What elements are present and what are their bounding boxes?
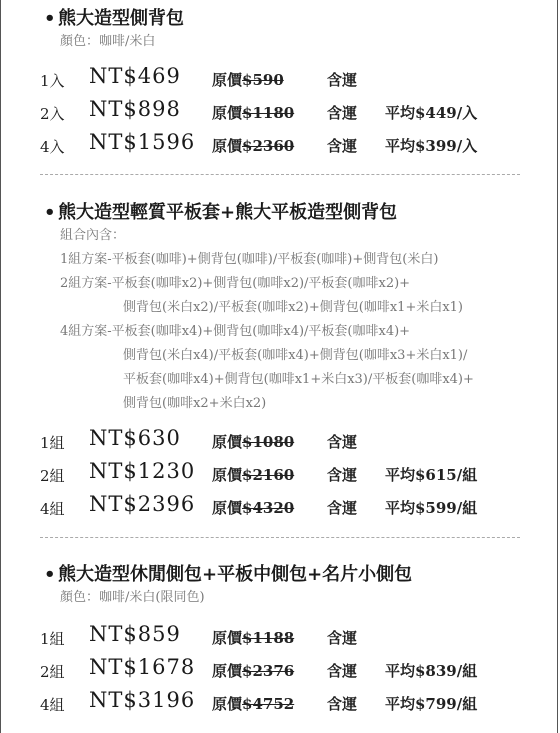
row-price: NT$859 bbox=[89, 622, 181, 646]
row-quantity: 4組 bbox=[40, 696, 65, 714]
orig-value: $590 bbox=[242, 71, 284, 89]
row-average: 平均$399/入 bbox=[385, 137, 478, 155]
section1-title bbox=[44, 4, 184, 30]
section3-title bbox=[44, 560, 412, 586]
row-shipping: 含運 bbox=[327, 629, 358, 647]
row-original-price bbox=[212, 102, 294, 123]
price-row bbox=[0, 655, 560, 681]
orig-value: $1080 bbox=[242, 433, 295, 451]
row-original-price bbox=[212, 69, 284, 90]
orig-label: 原價 bbox=[212, 695, 243, 713]
bullet: • bbox=[44, 8, 56, 29]
row-price: NT$2396 bbox=[89, 492, 196, 516]
price-row bbox=[0, 130, 560, 156]
row-original-price bbox=[212, 431, 294, 452]
orig-value: $2160 bbox=[242, 466, 295, 484]
orig-label: 原價 bbox=[212, 71, 243, 89]
plan-line: 2組方案-平板套(咖啡x2)+側背包(咖啡x2)/平板套(咖啡x2)+ bbox=[60, 276, 411, 291]
row-quantity: 2組 bbox=[40, 467, 65, 485]
row-shipping: 含運 bbox=[327, 499, 358, 517]
orig-value: $4320 bbox=[242, 499, 295, 517]
orig-value: $4752 bbox=[242, 695, 295, 713]
row-shipping: 含運 bbox=[327, 71, 358, 89]
row-price: NT$630 bbox=[89, 426, 181, 450]
row-quantity: 1入 bbox=[40, 72, 65, 90]
plan-line: 平板套(咖啡x4)+側背包(咖啡x1+米白x3)/平板套(咖啡x4)+ bbox=[123, 372, 474, 387]
row-original-price bbox=[212, 135, 294, 156]
price-row bbox=[0, 426, 560, 452]
row-quantity: 4入 bbox=[40, 138, 65, 156]
plan-line: 4組方案-平板套(咖啡x4)+側背包(咖啡x4)/平板套(咖啡x4)+ bbox=[60, 324, 411, 339]
orig-label: 原價 bbox=[212, 629, 243, 647]
price-row bbox=[0, 97, 560, 123]
row-price: NT$898 bbox=[89, 97, 181, 121]
price-row bbox=[0, 688, 560, 714]
orig-label: 原價 bbox=[212, 499, 243, 517]
row-price: NT$1596 bbox=[89, 130, 196, 154]
section-divider bbox=[40, 537, 520, 538]
price-row bbox=[0, 622, 560, 648]
row-quantity: 4組 bbox=[40, 500, 65, 518]
orig-value: $2376 bbox=[242, 662, 295, 680]
row-quantity: 1組 bbox=[40, 630, 65, 648]
orig-label: 原價 bbox=[212, 466, 243, 484]
row-average: 平均$599/組 bbox=[385, 499, 478, 517]
orig-label: 原價 bbox=[212, 662, 243, 680]
row-original-price bbox=[212, 693, 294, 714]
orig-value: $1188 bbox=[242, 629, 295, 647]
row-price: NT$469 bbox=[89, 64, 181, 88]
row-shipping: 含運 bbox=[327, 137, 358, 155]
row-average: 平均$799/組 bbox=[385, 695, 478, 713]
row-shipping: 含運 bbox=[327, 104, 358, 122]
row-average: 平均$839/組 bbox=[385, 662, 478, 680]
row-average: 平均$449/入 bbox=[385, 104, 478, 122]
row-shipping: 含運 bbox=[327, 433, 358, 451]
plan-line: 側背包(咖啡x2+米白x2) bbox=[123, 396, 267, 411]
orig-label: 原價 bbox=[212, 137, 243, 155]
plan-line: 1組方案-平板套(咖啡)+側背包(咖啡)/平板套(咖啡)+側背包(米白) bbox=[60, 252, 439, 267]
row-shipping: 含運 bbox=[327, 466, 358, 484]
section2-subtitle: 組合內含： bbox=[60, 228, 126, 243]
orig-value: $2360 bbox=[242, 137, 295, 155]
row-original-price bbox=[212, 627, 294, 648]
row-quantity: 1組 bbox=[40, 434, 65, 452]
row-average: 平均$615/組 bbox=[385, 466, 478, 484]
row-price: NT$3196 bbox=[89, 688, 196, 712]
orig-label: 原價 bbox=[212, 433, 243, 451]
section1-subtitle: 顏色：咖啡/米白 bbox=[60, 34, 156, 49]
plan-line: 側背包(米白x2)/平板套(咖啡x2)+側背包(咖啡x1+米白x1) bbox=[123, 300, 464, 315]
row-shipping: 含運 bbox=[327, 695, 358, 713]
bullet: • bbox=[44, 202, 56, 223]
row-quantity: 2組 bbox=[40, 663, 65, 681]
row-quantity: 2入 bbox=[40, 105, 65, 123]
section2-title-text: 熊大造型輕質平板套+熊大平板造型側背包 bbox=[58, 202, 398, 223]
orig-label: 原價 bbox=[212, 104, 243, 122]
price-row bbox=[0, 459, 560, 485]
orig-value: $1180 bbox=[242, 104, 295, 122]
row-original-price bbox=[212, 464, 294, 485]
price-row bbox=[0, 64, 560, 90]
section1-title-text: 熊大造型側背包 bbox=[58, 8, 184, 29]
row-price: NT$1678 bbox=[89, 655, 196, 679]
row-price: NT$1230 bbox=[89, 459, 196, 483]
section3-subtitle: 顏色：咖啡/米白(限同色) bbox=[60, 590, 205, 605]
bullet: • bbox=[44, 564, 56, 585]
section-divider bbox=[40, 174, 520, 175]
section2-title bbox=[44, 198, 397, 224]
row-shipping: 含運 bbox=[327, 662, 358, 680]
plan-line: 側背包(米白x4)/平板套(咖啡x4)+側背包(咖啡x3+米白x1)/ bbox=[123, 348, 468, 363]
price-row bbox=[0, 492, 560, 518]
row-original-price bbox=[212, 660, 294, 681]
row-original-price bbox=[212, 497, 294, 518]
section3-title-text: 熊大造型休閒側包+平板中側包+名片小側包 bbox=[58, 564, 413, 585]
